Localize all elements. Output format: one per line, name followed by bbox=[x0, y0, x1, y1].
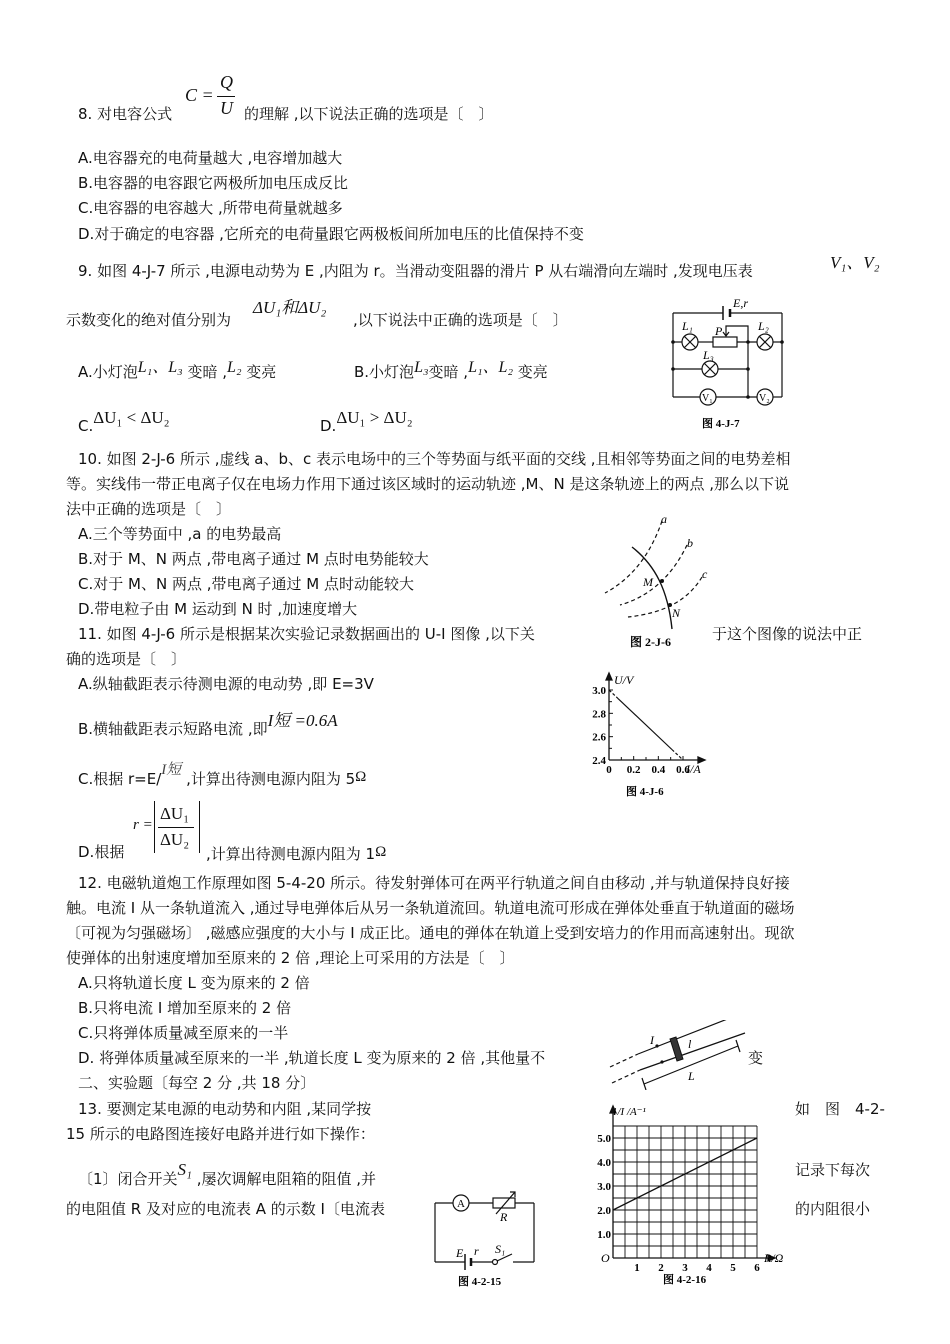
q12-option-b: B.只将电流 I 增加至原来的 2 倍 bbox=[78, 999, 292, 1017]
q10-line3: 法中正确的选项是〔 〕 bbox=[66, 500, 232, 518]
q11-line2: 确的选项是〔 〕 bbox=[66, 650, 187, 668]
figure-4-2-15-circuit bbox=[420, 1180, 570, 1290]
q10-line2: 等。实线伟一带正电离子仅在电场力作用下通过该区域时的运动轨迹 ,M、N 是这条轨迹上的两点 ,那么以下说 bbox=[66, 475, 790, 493]
chart1-y-tick-label: 3.0 bbox=[592, 685, 606, 697]
q8-option-a: A.电容器充的电荷量越大 ,电容增加越大 bbox=[78, 149, 343, 167]
q9-c-prefix: C. bbox=[78, 417, 94, 435]
chart1-caption: 图 4-J-6 bbox=[626, 786, 664, 798]
q11-option-b bbox=[78, 711, 338, 739]
section-2-title: 二、实验题〔每空 2 分 ,共 18 分〕 bbox=[78, 1074, 316, 1092]
q8-suffix: 的理解 ,以下说法正确的选项是〔 〕 bbox=[244, 105, 494, 123]
q9-a-math1: L₁、L₃ bbox=[137, 359, 183, 376]
q13-line3-prefix: 〔1〕闭合开关 bbox=[78, 1170, 178, 1188]
label-emf: E bbox=[456, 1246, 464, 1260]
chart1-series-dash-end bbox=[672, 750, 683, 761]
q11-c-prefix: C.根据 r=E/ bbox=[78, 770, 162, 788]
figure-4-j-7-circuit bbox=[660, 290, 800, 435]
label-l1: L₁ bbox=[682, 319, 693, 333]
label-current-i: I bbox=[650, 1033, 654, 1047]
chart2-x-tick-label: 3 bbox=[682, 1262, 688, 1274]
q9-b-mid: 变暗 , bbox=[428, 363, 469, 381]
label-length-l: L bbox=[688, 1069, 695, 1083]
q9-option-d bbox=[320, 408, 413, 436]
q11-option-c bbox=[78, 760, 366, 789]
label-b: b bbox=[687, 536, 693, 550]
q9-option-c bbox=[78, 408, 170, 436]
q12-line3: 〔可视为匀强磁场〕 ,磁感应强度的大小与 I 成正比。通电的弹体在轨道上受到安培力的作用而高速射出。现欲 bbox=[66, 924, 795, 942]
chart2-y-tick-label: 1.0 bbox=[597, 1229, 611, 1241]
label-a: a bbox=[661, 512, 667, 526]
label-width-l: l bbox=[688, 1037, 692, 1051]
q12-option-a: A.只将轨道长度 L 变为原来的 2 倍 bbox=[78, 974, 310, 992]
chart1-y-tick-label: 2.4 bbox=[592, 755, 606, 767]
label-l3: L₃ bbox=[703, 348, 714, 362]
q9-option-a bbox=[78, 358, 276, 382]
q9-line2-prefix: 示数变化的绝对值分别为 bbox=[66, 311, 232, 329]
q11-line1-left: 11. 如图 4-J-6 所示是根据某次实验记录数据画出的 U-I 图像 ,以下关 bbox=[78, 625, 535, 643]
chart2-y-tick-label: 2.0 bbox=[597, 1205, 611, 1217]
chart-u-i bbox=[580, 670, 730, 810]
figure-2-j-6-field bbox=[590, 505, 730, 655]
chart-inverse-i-r bbox=[580, 1095, 800, 1295]
chart2-y-tick-label: 3.0 bbox=[597, 1181, 611, 1193]
chart2-y-tick-label: 5.0 bbox=[597, 1133, 611, 1145]
q13-line3-right: 记录下每次 bbox=[795, 1161, 871, 1179]
q8-option-d: D.对于确定的电容器 ,它所充的电荷量跟它两极板间所加电压的比值保持不变 bbox=[78, 225, 584, 243]
q9-line1: 9. 如图 4-J-7 所示 ,电源电动势为 E ,内阻为 r。当滑动变阻器的滑片 P 从右端滑向左端时 ,发现电压表 bbox=[78, 262, 753, 280]
label-n: N bbox=[672, 606, 681, 620]
q10-line1: 10. 如图 2-J-6 所示 ,虚线 a、b、c 表示电场中的三个等势面与纸平面的交线 ,且相邻等势面之间的电势差相 bbox=[78, 450, 791, 468]
q8-option-c: C.电容器的电容越大 ,所带电荷量就越多 bbox=[78, 199, 343, 217]
q13-line4-right: 的内阻很小 bbox=[795, 1200, 871, 1218]
q9-d-math: ΔU₁ > ΔU₂ bbox=[336, 408, 413, 427]
q12-option-d-right: 变 bbox=[748, 1049, 764, 1067]
q12-option-d-left: D. 将弹体质量减至原来的一半 ,轨道长度 L 变为原来的 2 倍 ,其他量不 bbox=[78, 1049, 546, 1067]
chart2-x-tick-label: 4 bbox=[706, 1262, 712, 1274]
label-source: E,r bbox=[733, 296, 748, 310]
q10-option-b: B.对于 M、N 两点 ,带电离子通过 M 点时电势能较大 bbox=[78, 550, 429, 568]
q13-s1-math: S₁ bbox=[177, 1160, 192, 1179]
q11-option-d-prefix: D.根据 bbox=[78, 843, 125, 861]
q12-line4: 使弹体的出射速度增加至原来的 2 倍 ,理论上可采用的方法是〔 〕 bbox=[66, 949, 515, 967]
q8-formula-num: Q bbox=[220, 72, 233, 92]
q9-a-math2: L₂ bbox=[227, 359, 242, 376]
q11-option-d-suffix bbox=[206, 842, 386, 864]
q9-c-math: ΔU₁ < ΔU₂ bbox=[93, 408, 170, 427]
figure-2-j-6-caption: 图 2-J-6 bbox=[630, 635, 671, 649]
q9-line2-math: ΔU₁和ΔU₂ bbox=[253, 298, 327, 317]
q12-option-c: C.只将弹体质量减至原来的一半 bbox=[78, 1024, 289, 1042]
q9-a-suffix: 变亮 bbox=[246, 363, 277, 381]
q13-line1-right: 如 图 4-2- bbox=[795, 1100, 885, 1118]
q12-line2: 触。电流 I 从一条轨道流入 ,通过导电弹体后从另一条轨道流回。轨道电流可形成在弹体处垂直于轨道面的磁场 bbox=[66, 899, 795, 917]
chart1-xlabel: I/A bbox=[686, 762, 701, 776]
q9-b-suffix: 变亮 bbox=[517, 363, 548, 381]
chart1-y-tick-label: 2.8 bbox=[592, 708, 606, 721]
q13-line3-suffix: ,屡次调解电阻箱的阻值 ,并 bbox=[196, 1170, 377, 1188]
q10-option-a: A.三个等势面中 ,a 的电势最高 bbox=[78, 525, 282, 543]
q11-c-suffix: ,计算出待测电源内阻为 5 bbox=[186, 770, 356, 788]
chart1-x-tick-label: 0 bbox=[606, 764, 612, 776]
q11-b-math: I短 =0.6A bbox=[267, 711, 338, 730]
q11-b-prefix: B.横轴截距表示短路电流 ,即 bbox=[78, 720, 268, 738]
chart2-origin: O bbox=[601, 1251, 610, 1265]
chart1-y-tick-label: 2.6 bbox=[592, 731, 606, 744]
chart1-x-tick-label: 0.6 bbox=[676, 764, 690, 776]
q11-d-math-lhs: r = bbox=[133, 817, 153, 833]
q8-option-b: B.电容器的电容跟它两极所加电压成反比 bbox=[78, 174, 349, 192]
q11-d-unit: Ω bbox=[375, 844, 387, 860]
chart2-ylabel: 1/I /A⁻¹ bbox=[612, 1106, 646, 1118]
figure-4-j-7-caption: 图 4-J-7 bbox=[702, 418, 740, 430]
label-resistor: R bbox=[500, 1210, 508, 1224]
q8-prefix: 8. 对电容公式 bbox=[78, 105, 173, 123]
chart2-caption: 图 4-2-16 bbox=[663, 1274, 707, 1286]
q8-fraction-bar bbox=[217, 96, 235, 97]
chart1-x-tick-label: 0.4 bbox=[651, 764, 666, 776]
q9-b-prefix: B.小灯泡 bbox=[354, 363, 415, 381]
label-m: M bbox=[643, 575, 653, 589]
q11-c-unit: Ω bbox=[355, 769, 367, 785]
q11-c-math: I短 bbox=[161, 762, 182, 778]
label-c: c bbox=[702, 567, 708, 581]
label-internal-r: r bbox=[474, 1244, 479, 1258]
q11-d-suffix: ,计算出待测电源内阻为 1 bbox=[206, 845, 376, 863]
figure-4-2-15-caption: 图 4-2-15 bbox=[458, 1276, 502, 1288]
chart2-x-tick-label: 5 bbox=[730, 1262, 736, 1274]
q13-line4-left: 的电阻值 R 及对应的电流表 A 的示数 I〔电流表 bbox=[66, 1200, 385, 1218]
chart1-ylabel: U/V bbox=[614, 673, 634, 687]
figure-rail-gun bbox=[600, 1020, 750, 1090]
q13-line3 bbox=[78, 1160, 376, 1189]
q10-option-d: D.带电粒子由 M 运动到 N 时 ,加速度增大 bbox=[78, 600, 358, 618]
label-p: P bbox=[715, 324, 723, 338]
chart2-x-tick-label: 1 bbox=[634, 1262, 640, 1274]
q11-d-math-den: ΔU₂ bbox=[160, 830, 190, 849]
q9-line1-math: V₁、V₂ bbox=[830, 253, 880, 272]
q11-d-fraction-bar bbox=[158, 827, 194, 828]
q12-line1: 12. 电磁轨道炮工作原理如图 5-4-20 所示。待发射弹体可在两平行轨道之间自由移动 ,并与轨道保持良好接 bbox=[78, 874, 790, 892]
q11-d-math-num: ΔU₁ bbox=[160, 804, 190, 823]
q9-a-prefix: A.小灯泡 bbox=[78, 363, 138, 381]
chart1-y-arrow bbox=[606, 673, 612, 680]
q13-line1-left: 13. 要测定某电源的电动势和内阻 ,某同学按 bbox=[78, 1100, 372, 1118]
chart1-series-dash-start bbox=[609, 690, 618, 698]
label-ammeter: A bbox=[457, 1198, 465, 1210]
q8-formula-den: U bbox=[220, 98, 233, 118]
q8-formula-lhs: C = bbox=[185, 85, 214, 105]
q9-option-b bbox=[354, 358, 548, 382]
chart2-x-tick-label: 6 bbox=[754, 1262, 760, 1274]
chart1-series-line bbox=[618, 698, 672, 749]
q9-a-mid: 变暗 , bbox=[187, 363, 228, 381]
q13-line2: 15 所示的电路图连接好电路并进行如下操作： bbox=[66, 1125, 375, 1143]
q9-line2-suffix: ,以下说法中正确的选项是〔 〕 bbox=[353, 311, 568, 329]
label-v2: V₂ bbox=[759, 393, 770, 404]
label-l2: L₂ bbox=[758, 319, 769, 333]
q8-stem bbox=[78, 104, 172, 124]
chart1-x-tick-label: 0.2 bbox=[626, 764, 641, 776]
q9-b-math1: L₃ bbox=[414, 359, 429, 376]
label-switch: S₁ bbox=[495, 1242, 506, 1256]
q11-line1-right: 于这个图像的说法中正 bbox=[712, 625, 863, 643]
chart2-y-tick-label: 4.0 bbox=[597, 1157, 611, 1169]
q10-option-c: C.对于 M、N 两点 ,带电离子通过 M 点时动能较大 bbox=[78, 575, 414, 593]
chart2-xlabel: R/Ω bbox=[764, 1251, 784, 1265]
label-v1: V₁ bbox=[702, 393, 713, 404]
q11-option-a: A.纵轴截距表示待测电源的电动势 ,即 E=3V bbox=[78, 675, 374, 693]
q9-b-math2: L₁、L₂ bbox=[468, 359, 514, 376]
chart2-x-tick-label: 2 bbox=[658, 1262, 664, 1274]
q9-d-prefix: D. bbox=[320, 417, 337, 435]
